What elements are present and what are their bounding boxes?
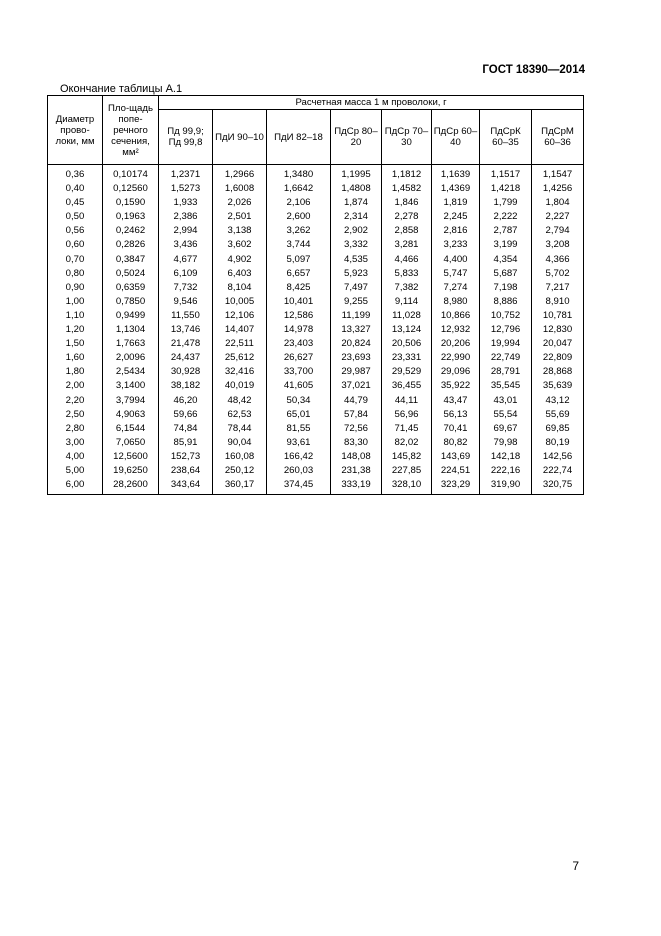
cell-mass: 20,824 xyxy=(331,337,382,351)
table-row xyxy=(48,478,584,495)
header-alloy: ПдИ 90–10 xyxy=(213,110,267,165)
cell-mass: 2,314 xyxy=(331,210,382,224)
cell-mass: 2,278 xyxy=(382,210,432,224)
cell-mass: 328,10 xyxy=(382,478,432,495)
header-alloy: ПдСр 80–20 xyxy=(331,110,382,165)
cell-mass: 40,019 xyxy=(213,379,267,393)
cell-mass: 10,752 xyxy=(480,309,532,323)
cell-mass: 319,90 xyxy=(480,478,532,495)
cell-mass: 65,01 xyxy=(267,408,331,422)
cell-mass: 5,833 xyxy=(382,267,432,281)
cell-mass: 5,687 xyxy=(480,267,532,281)
cell-mass: 29,096 xyxy=(432,365,480,379)
cell-diameter: 6,00 xyxy=(48,478,103,495)
cell-mass: 5,702 xyxy=(532,267,584,281)
cell-mass: 46,20 xyxy=(159,394,213,408)
cell-mass: 22,990 xyxy=(432,351,480,365)
cell-mass: 3,602 xyxy=(213,238,267,252)
cell-area: 2,0096 xyxy=(103,351,159,365)
cell-mass: 4,677 xyxy=(159,253,213,267)
cell-mass: 2,245 xyxy=(432,210,480,224)
cell-mass: 14,978 xyxy=(267,323,331,337)
cell-mass: 69,67 xyxy=(480,422,532,436)
cell-mass: 6,403 xyxy=(213,267,267,281)
cell-mass: 1,3480 xyxy=(267,165,331,183)
cell-mass: 22,749 xyxy=(480,351,532,365)
cell-mass: 7,274 xyxy=(432,281,480,295)
cell-mass: 1,5273 xyxy=(159,182,213,196)
cell-area: 6,1544 xyxy=(103,422,159,436)
cell-mass: 148,08 xyxy=(331,450,382,464)
table-caption: Окончание таблицы А.1 xyxy=(60,83,183,95)
table-row xyxy=(48,224,584,238)
cell-area: 12,5600 xyxy=(103,450,159,464)
cell-mass: 2,026 xyxy=(213,196,267,210)
cell-mass: 6,109 xyxy=(159,267,213,281)
cell-mass: 260,03 xyxy=(267,464,331,478)
cell-mass: 85,91 xyxy=(159,436,213,450)
cell-diameter: 4,00 xyxy=(48,450,103,464)
cell-mass: 7,732 xyxy=(159,281,213,295)
cell-area: 1,1304 xyxy=(103,323,159,337)
table-body xyxy=(48,165,584,495)
cell-mass: 2,787 xyxy=(480,224,532,238)
cell-mass: 231,38 xyxy=(331,464,382,478)
cell-area: 3,7994 xyxy=(103,394,159,408)
cell-diameter: 0,45 xyxy=(48,196,103,210)
cell-mass: 1,874 xyxy=(331,196,382,210)
cell-mass: 33,700 xyxy=(267,365,331,379)
cell-mass: 78,44 xyxy=(213,422,267,436)
cell-mass: 166,42 xyxy=(267,450,331,464)
cell-mass: 333,19 xyxy=(331,478,382,495)
cell-mass: 4,466 xyxy=(382,253,432,267)
cell-diameter: 0,90 xyxy=(48,281,103,295)
cell-mass: 1,819 xyxy=(432,196,480,210)
cell-mass: 8,886 xyxy=(480,295,532,309)
cell-mass: 2,106 xyxy=(267,196,331,210)
cell-mass: 3,744 xyxy=(267,238,331,252)
cell-mass: 1,846 xyxy=(382,196,432,210)
cell-mass: 23,331 xyxy=(382,351,432,365)
cell-mass: 14,407 xyxy=(213,323,267,337)
cell-mass: 2,816 xyxy=(432,224,480,238)
cell-mass: 8,910 xyxy=(532,295,584,309)
cell-mass: 71,45 xyxy=(382,422,432,436)
cell-mass: 23,693 xyxy=(331,351,382,365)
cell-mass: 2,858 xyxy=(382,224,432,238)
table-row xyxy=(48,351,584,365)
header-alloy: ПдСрК 60–35 xyxy=(480,110,532,165)
cell-mass: 44,11 xyxy=(382,394,432,408)
cell-mass: 5,923 xyxy=(331,267,382,281)
cell-mass: 35,639 xyxy=(532,379,584,393)
table-row xyxy=(48,165,584,183)
cell-mass: 44,79 xyxy=(331,394,382,408)
cell-diameter: 0,40 xyxy=(48,182,103,196)
cell-mass: 7,382 xyxy=(382,281,432,295)
cell-mass: 1,6642 xyxy=(267,182,331,196)
cell-diameter: 1,00 xyxy=(48,295,103,309)
cell-mass: 69,85 xyxy=(532,422,584,436)
cell-mass: 1,1812 xyxy=(382,165,432,183)
cell-mass: 222,74 xyxy=(532,464,584,478)
cell-area: 0,10174 xyxy=(103,165,159,183)
cell-area: 0,5024 xyxy=(103,267,159,281)
table-row xyxy=(48,365,584,379)
cell-mass: 238,64 xyxy=(159,464,213,478)
cell-mass: 1,4218 xyxy=(480,182,532,196)
cell-mass: 3,233 xyxy=(432,238,480,252)
cell-diameter: 1,10 xyxy=(48,309,103,323)
cell-mass: 5,747 xyxy=(432,267,480,281)
header-alloy: ПдСр 60–40 xyxy=(432,110,480,165)
cell-mass: 13,746 xyxy=(159,323,213,337)
cell-mass: 90,04 xyxy=(213,436,267,450)
cell-mass: 2,227 xyxy=(532,210,584,224)
cell-area: 0,7850 xyxy=(103,295,159,309)
cell-mass: 55,69 xyxy=(532,408,584,422)
cell-mass: 56,13 xyxy=(432,408,480,422)
cell-mass: 10,401 xyxy=(267,295,331,309)
cell-mass: 20,047 xyxy=(532,337,584,351)
cell-diameter: 0,80 xyxy=(48,267,103,281)
table-row xyxy=(48,422,584,436)
cell-mass: 43,12 xyxy=(532,394,584,408)
cell-area: 0,2462 xyxy=(103,224,159,238)
cell-mass: 23,403 xyxy=(267,337,331,351)
cell-mass: 8,104 xyxy=(213,281,267,295)
table-row xyxy=(48,210,584,224)
cell-mass: 10,005 xyxy=(213,295,267,309)
cell-mass: 1,2966 xyxy=(213,165,267,183)
table-row xyxy=(48,182,584,196)
cell-diameter: 0,36 xyxy=(48,165,103,183)
cell-mass: 250,12 xyxy=(213,464,267,478)
cell-diameter: 2,20 xyxy=(48,394,103,408)
cell-mass: 62,53 xyxy=(213,408,267,422)
cell-area: 7,0650 xyxy=(103,436,159,450)
cell-mass: 1,4808 xyxy=(331,182,382,196)
table-row xyxy=(48,267,584,281)
cell-mass: 43,47 xyxy=(432,394,480,408)
cell-mass: 30,928 xyxy=(159,365,213,379)
cell-mass: 3,281 xyxy=(382,238,432,252)
cell-diameter: 1,20 xyxy=(48,323,103,337)
cell-mass: 28,791 xyxy=(480,365,532,379)
cell-mass: 72,56 xyxy=(331,422,382,436)
cell-mass: 1,4369 xyxy=(432,182,480,196)
cell-mass: 82,02 xyxy=(382,436,432,450)
cell-mass: 29,529 xyxy=(382,365,432,379)
header-mass-group: Расчетная масса 1 м проволоки, г xyxy=(159,96,584,110)
cell-mass: 13,124 xyxy=(382,323,432,337)
cell-mass: 21,478 xyxy=(159,337,213,351)
cell-diameter: 1,60 xyxy=(48,351,103,365)
cell-mass: 26,627 xyxy=(267,351,331,365)
cell-mass: 28,868 xyxy=(532,365,584,379)
cell-mass: 29,987 xyxy=(331,365,382,379)
cell-diameter: 0,50 xyxy=(48,210,103,224)
cell-mass: 93,61 xyxy=(267,436,331,450)
cell-diameter: 2,80 xyxy=(48,422,103,436)
cell-mass: 3,262 xyxy=(267,224,331,238)
cell-area: 0,9499 xyxy=(103,309,159,323)
cell-mass: 3,208 xyxy=(532,238,584,252)
cell-mass: 1,799 xyxy=(480,196,532,210)
table-row xyxy=(48,323,584,337)
cell-mass: 1,4256 xyxy=(532,182,584,196)
page-number: 7 xyxy=(572,859,579,873)
cell-mass: 142,18 xyxy=(480,450,532,464)
cell-mass: 37,021 xyxy=(331,379,382,393)
document-code: ГОСТ 18390—2014 xyxy=(482,64,585,76)
cell-mass: 19,994 xyxy=(480,337,532,351)
cell-mass: 1,1995 xyxy=(331,165,382,183)
cell-mass: 79,98 xyxy=(480,436,532,450)
cell-mass: 142,56 xyxy=(532,450,584,464)
table-row xyxy=(48,394,584,408)
cell-mass: 25,612 xyxy=(213,351,267,365)
cell-area: 0,12560 xyxy=(103,182,159,196)
cell-mass: 7,217 xyxy=(532,281,584,295)
cell-mass: 20,506 xyxy=(382,337,432,351)
cell-mass: 160,08 xyxy=(213,450,267,464)
cell-mass: 59,66 xyxy=(159,408,213,422)
table-row xyxy=(48,464,584,478)
cell-mass: 80,19 xyxy=(532,436,584,450)
cell-mass: 22,511 xyxy=(213,337,267,351)
cell-mass: 24,437 xyxy=(159,351,213,365)
cell-mass: 152,73 xyxy=(159,450,213,464)
cell-mass: 2,501 xyxy=(213,210,267,224)
header-alloy: ПдСрМ 60–36 xyxy=(532,110,584,165)
cell-mass: 80,82 xyxy=(432,436,480,450)
cell-mass: 1,1517 xyxy=(480,165,532,183)
cell-area: 0,1963 xyxy=(103,210,159,224)
cell-mass: 10,781 xyxy=(532,309,584,323)
cell-mass: 222,16 xyxy=(480,464,532,478)
cell-mass: 1,2371 xyxy=(159,165,213,183)
cell-mass: 3,436 xyxy=(159,238,213,252)
cell-area: 1,7663 xyxy=(103,337,159,351)
cell-diameter: 0,60 xyxy=(48,238,103,252)
cell-mass: 2,386 xyxy=(159,210,213,224)
cell-mass: 1,1547 xyxy=(532,165,584,183)
header-diameter: Диаметр прово-локи, мм xyxy=(48,96,103,165)
cell-diameter: 0,70 xyxy=(48,253,103,267)
cell-mass: 55,54 xyxy=(480,408,532,422)
header-alloy: ПдСр 70–30 xyxy=(382,110,432,165)
cell-mass: 1,804 xyxy=(532,196,584,210)
cell-mass: 10,866 xyxy=(432,309,480,323)
cell-diameter: 2,50 xyxy=(48,408,103,422)
cell-mass: 1,4582 xyxy=(382,182,432,196)
cell-mass: 20,206 xyxy=(432,337,480,351)
cell-diameter: 1,80 xyxy=(48,365,103,379)
table-row xyxy=(48,337,584,351)
cell-mass: 74,84 xyxy=(159,422,213,436)
cell-mass: 374,45 xyxy=(267,478,331,495)
cell-mass: 48,42 xyxy=(213,394,267,408)
table-header xyxy=(48,96,584,165)
cell-mass: 1,1639 xyxy=(432,165,480,183)
cell-mass: 70,41 xyxy=(432,422,480,436)
header-alloy: ПдИ 82–18 xyxy=(267,110,331,165)
cell-mass: 12,586 xyxy=(267,309,331,323)
cell-mass: 4,354 xyxy=(480,253,532,267)
cell-mass: 4,535 xyxy=(331,253,382,267)
cell-mass: 4,366 xyxy=(532,253,584,267)
cell-mass: 11,550 xyxy=(159,309,213,323)
cell-mass: 12,830 xyxy=(532,323,584,337)
cell-mass: 12,106 xyxy=(213,309,267,323)
cell-mass: 38,182 xyxy=(159,379,213,393)
cell-mass: 224,51 xyxy=(432,464,480,478)
cell-mass: 7,497 xyxy=(331,281,382,295)
cell-mass: 2,994 xyxy=(159,224,213,238)
table-row xyxy=(48,309,584,323)
cell-area: 0,6359 xyxy=(103,281,159,295)
cell-diameter: 0,56 xyxy=(48,224,103,238)
cell-diameter: 2,00 xyxy=(48,379,103,393)
mass-table xyxy=(47,95,584,495)
cell-mass: 227,85 xyxy=(382,464,432,478)
cell-area: 3,1400 xyxy=(103,379,159,393)
table-row xyxy=(48,281,584,295)
cell-diameter: 1,50 xyxy=(48,337,103,351)
cell-mass: 2,902 xyxy=(331,224,382,238)
cell-mass: 32,416 xyxy=(213,365,267,379)
cell-mass: 9,114 xyxy=(382,295,432,309)
cell-area: 4,9063 xyxy=(103,408,159,422)
cell-mass: 9,546 xyxy=(159,295,213,309)
cell-mass: 3,332 xyxy=(331,238,382,252)
cell-mass: 1,933 xyxy=(159,196,213,210)
cell-mass: 2,600 xyxy=(267,210,331,224)
cell-area: 28,2600 xyxy=(103,478,159,495)
table-row xyxy=(48,450,584,464)
cell-mass: 12,932 xyxy=(432,323,480,337)
header-area: Пло-щадь попе-речного сечения, мм² xyxy=(103,96,159,165)
cell-mass: 41,605 xyxy=(267,379,331,393)
cell-mass: 143,69 xyxy=(432,450,480,464)
cell-mass: 5,097 xyxy=(267,253,331,267)
cell-diameter: 5,00 xyxy=(48,464,103,478)
cell-area: 19,6250 xyxy=(103,464,159,478)
cell-mass: 43,01 xyxy=(480,394,532,408)
cell-mass: 9,255 xyxy=(331,295,382,309)
cell-mass: 320,75 xyxy=(532,478,584,495)
cell-mass: 13,327 xyxy=(331,323,382,337)
cell-mass: 1,6008 xyxy=(213,182,267,196)
table-row xyxy=(48,436,584,450)
cell-mass: 35,922 xyxy=(432,379,480,393)
table-row xyxy=(48,379,584,393)
cell-mass: 3,138 xyxy=(213,224,267,238)
cell-mass: 11,028 xyxy=(382,309,432,323)
cell-mass: 8,980 xyxy=(432,295,480,309)
cell-mass: 343,64 xyxy=(159,478,213,495)
cell-area: 0,2826 xyxy=(103,238,159,252)
cell-mass: 4,400 xyxy=(432,253,480,267)
cell-area: 0,1590 xyxy=(103,196,159,210)
table-row xyxy=(48,295,584,309)
cell-mass: 2,222 xyxy=(480,210,532,224)
cell-mass: 145,82 xyxy=(382,450,432,464)
table-row xyxy=(48,408,584,422)
cell-mass: 83,30 xyxy=(331,436,382,450)
cell-area: 0,3847 xyxy=(103,253,159,267)
header-alloy: Пд 99,9; Пд 99,8 xyxy=(159,110,213,165)
cell-mass: 6,657 xyxy=(267,267,331,281)
table-row xyxy=(48,253,584,267)
cell-mass: 12,796 xyxy=(480,323,532,337)
cell-mass: 3,199 xyxy=(480,238,532,252)
cell-mass: 11,199 xyxy=(331,309,382,323)
table-row xyxy=(48,238,584,252)
cell-mass: 8,425 xyxy=(267,281,331,295)
cell-mass: 36,455 xyxy=(382,379,432,393)
cell-mass: 4,902 xyxy=(213,253,267,267)
cell-diameter: 3,00 xyxy=(48,436,103,450)
cell-mass: 323,29 xyxy=(432,478,480,495)
cell-mass: 2,794 xyxy=(532,224,584,238)
cell-area: 2,5434 xyxy=(103,365,159,379)
cell-mass: 360,17 xyxy=(213,478,267,495)
table-row xyxy=(48,196,584,210)
cell-mass: 56,96 xyxy=(382,408,432,422)
cell-mass: 22,809 xyxy=(532,351,584,365)
cell-mass: 81,55 xyxy=(267,422,331,436)
cell-mass: 7,198 xyxy=(480,281,532,295)
cell-mass: 57,84 xyxy=(331,408,382,422)
cell-mass: 50,34 xyxy=(267,394,331,408)
cell-mass: 35,545 xyxy=(480,379,532,393)
